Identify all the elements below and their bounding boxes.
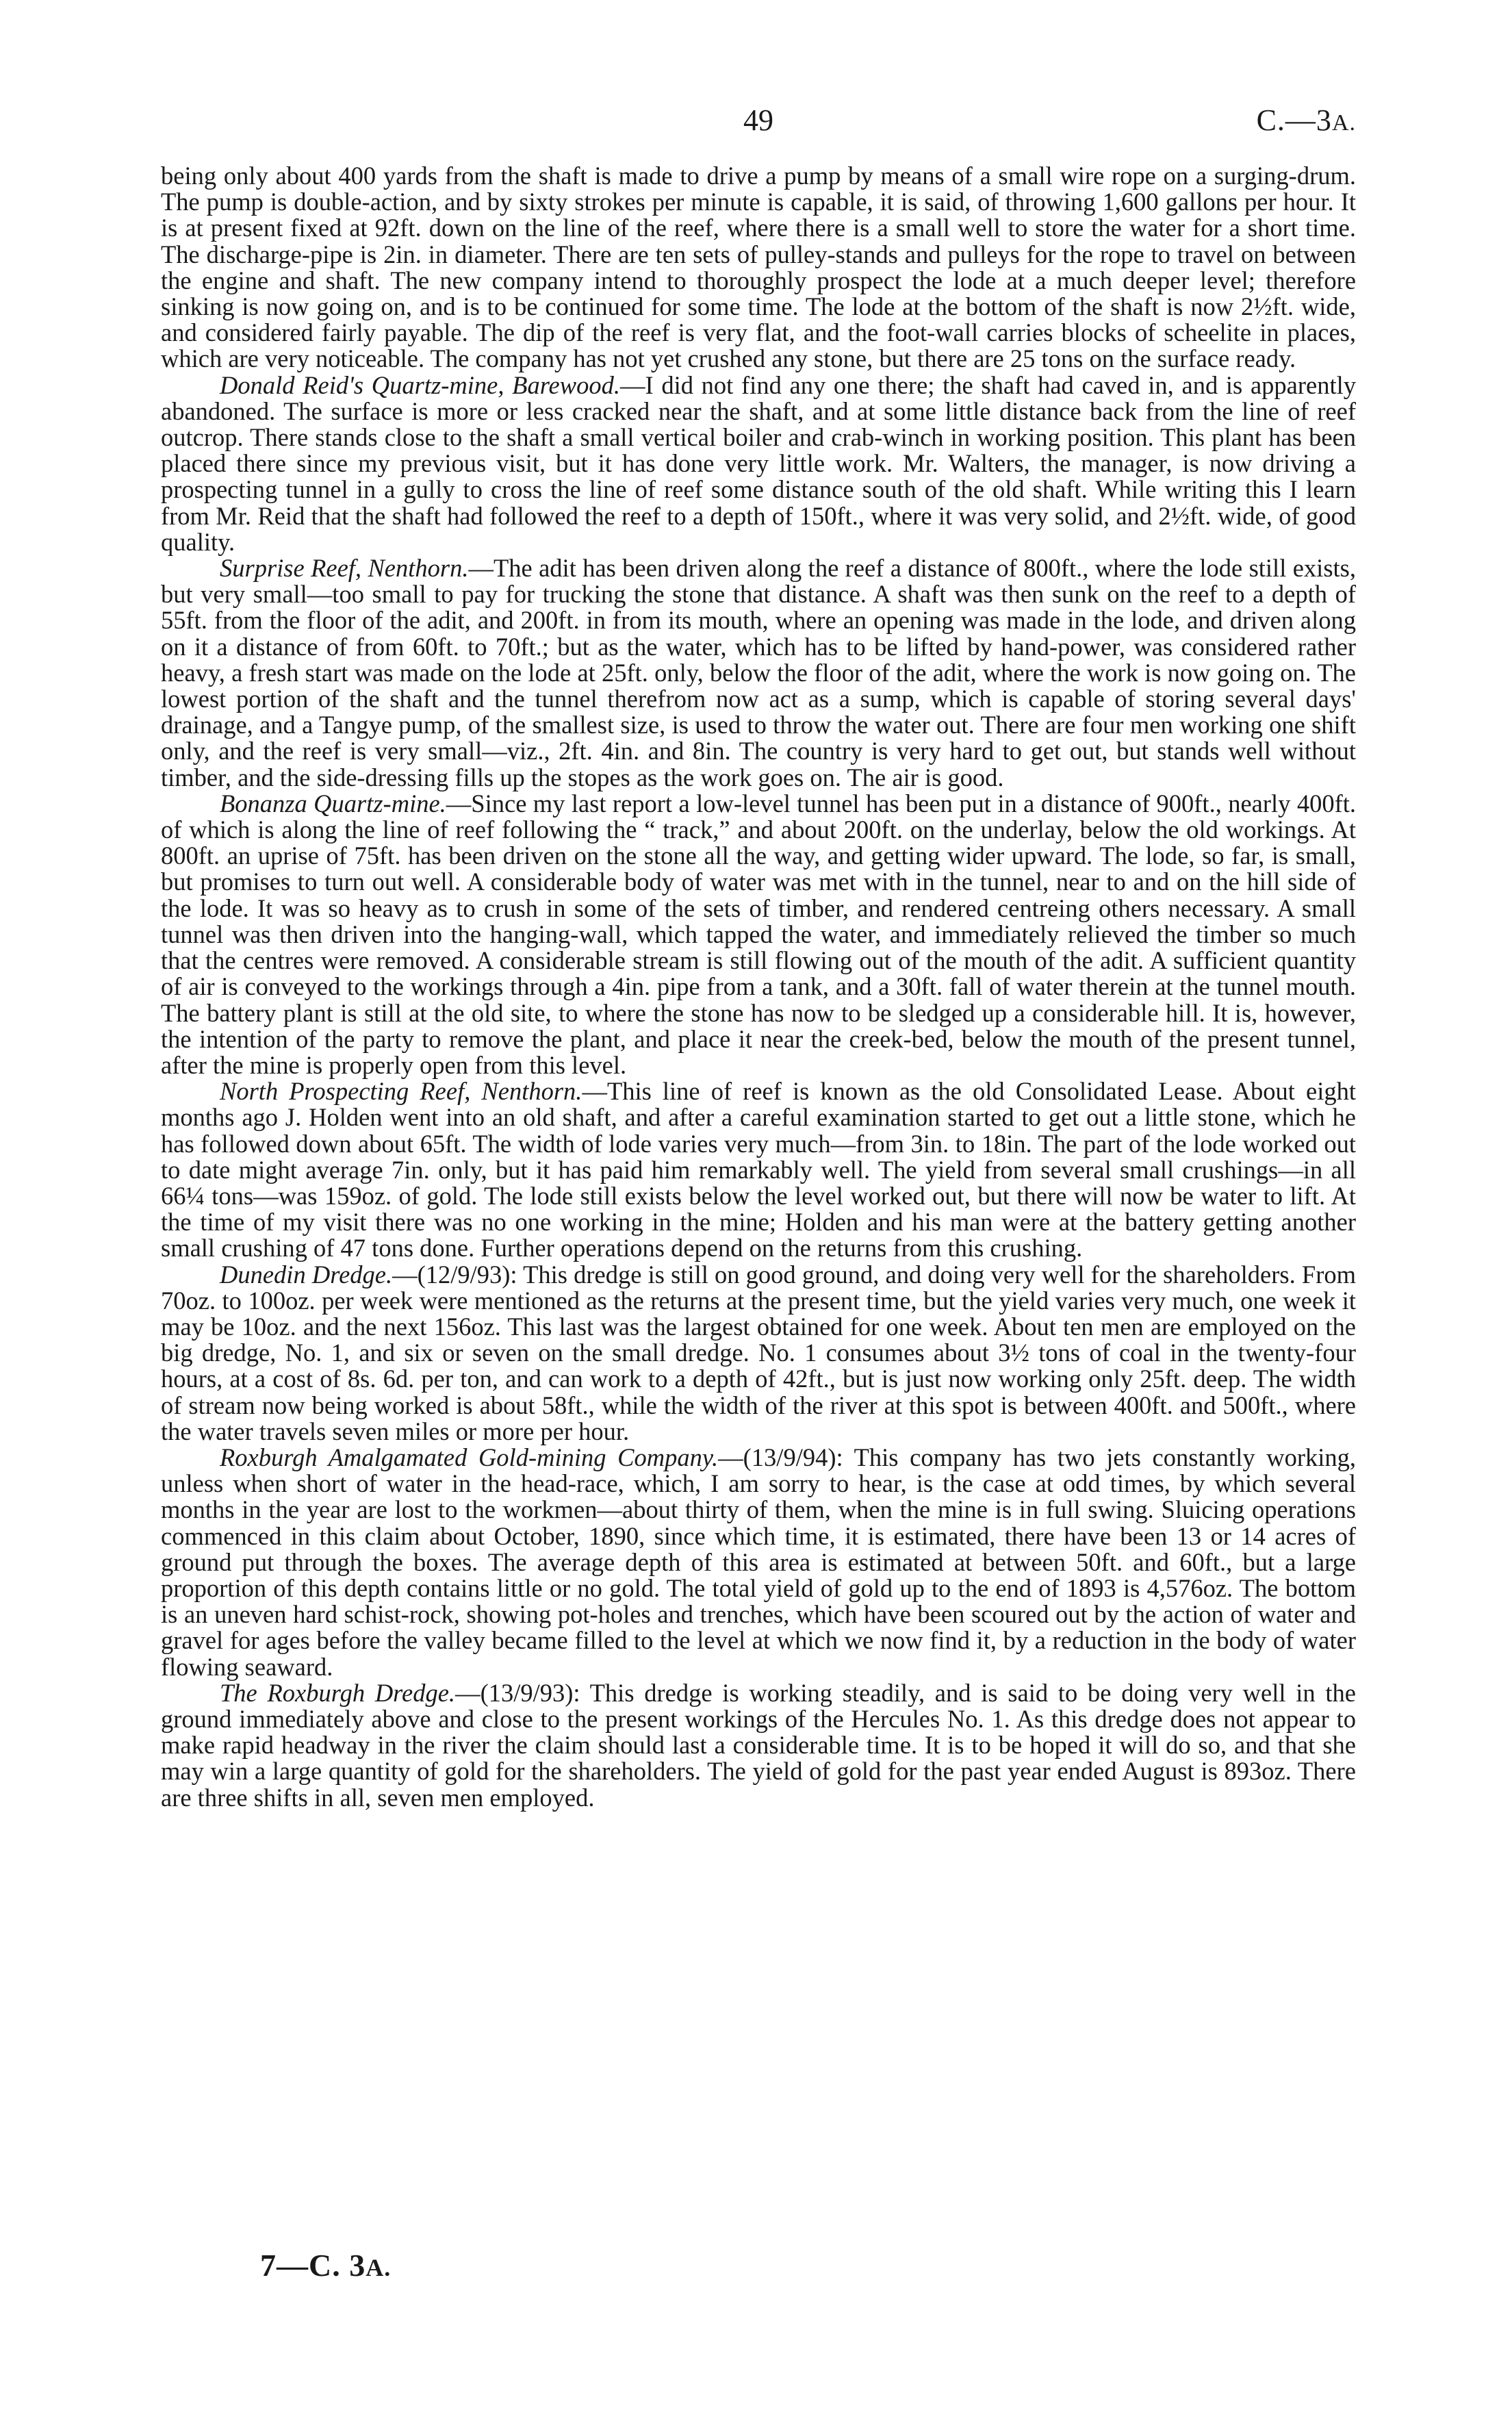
paragraph-roxburgh-dredge — [161, 1680, 1356, 1811]
page-number: 49 — [743, 103, 773, 137]
paragraph-bonanza — [161, 791, 1356, 1078]
paragraph-roxburgh-amalgamated — [161, 1445, 1356, 1680]
paragraph-text: —This line of reef is known as the old Consolidated Lease. About eight months ago J. Holden went into an old shaft, and after a careful examination started to get out a little stone, which he has followed down about 65ft. The width of lode varies very much—from 3in. to 18in. The part of the lode worked out to date might average 7in. only, but it has paid him remarkably well. The yield from several small crushings—in all 66¼ tons—was 159oz. of gold. The lode still exists below the level worked out, but there will now be water to lift. At the time of my visit there was no one working in the mine; Holden and his man were at the battery getting another small crushing of 47 tons done. Further operations depend on the returns from this crushing. — [161, 1077, 1356, 1263]
paragraph-text: —(13/9/94): This company has two jets constantly working, unless when short of water in the head-race, which, I am sorry to hear, is the case at odd times, by which several months in the year are lost to the workmen—about thirty of them, when the mine is in full swing. Sluicing operations commenced in this claim about October, 1890, since which time, it is estimated, there have been 13 or 14 acres of ground put through the boxes. The average depth of this area is estimated at between 50ft. and 60ft., but a large proportion of this depth contains little or no gold. The total yield of gold up to the end of 1893 is 4,576oz. The bottom is an uneven hard schist-rock, showing pot-holes and trenches, which have been scoured out by the action of water and gravel for ages before the valley became filled to the level at which we now find it, by a reduction in the body of water flowing seaward. — [161, 1443, 1357, 1681]
signature-main: 7—C. 3 — [260, 2248, 366, 2283]
paragraph-heading: Bonanza Quartz-mine. — [220, 789, 446, 817]
paragraph-heading: Roxburgh Amalgamated Gold-mining Company. — [220, 1443, 719, 1471]
paragraph-donald-reid — [161, 372, 1356, 555]
paragraph-north-prospecting — [161, 1078, 1356, 1261]
report-code-main: C.—3 — [1256, 103, 1332, 137]
paragraph-text: —(13/9/93): This dredge is working steadily, and is said to be doing very well in the ground immediately above and close to the present workings of the Hercules No. 1. As this dredge does not appear to make rapid headway in the river the claim should last a considerable time. It is to be hoped it will do so, and that she may win a large quantity of gold for the shareholders. The yield of gold for the past year ended August is 893oz. There are three shifts in all, seven men employed. — [161, 1678, 1356, 1812]
paragraph-text: —I did not find any one there; the shaft had caved in, and is apparently abandoned. The surface is more or less cracked near the shaft, and at some little distance back from the line of reef outcrop. There stands close to the shaft a small vertical boiler and crab-winch in working position. This plant has been placed there since my previous visit, but it has done very little work. Mr. Walters, the manager, is now driving a prospecting tunnel in a gully to cross the line of reef some distance south of the old shaft. While writing this I learn from Mr. Reid that the shaft had followed the reef to a depth of 150ft., where it was very solid, and 2½ft. wide, of good quality. — [161, 370, 1356, 556]
paragraph-heading: Surprise Reef, Nenthorn. — [220, 554, 469, 583]
page-header — [161, 103, 1356, 144]
paragraph-surprise-reef — [161, 555, 1356, 791]
body-text — [161, 163, 1356, 1811]
paragraph-text: —Since my last report a low-level tunnel has been put in a distance of 900ft., nearly 400ft. of which is along the line of reef following the “ track,” and about 200ft. on the underlay, below the old workings. At 800ft. an uprise of 75ft. has been driven on the stone all the way, and getting wider upward. The lode, so far, is small, but promises to turn out well. A considerable body of water was met with in the tunnel, near to and on the hill side of the lode. It was so heavy as to crush in some of the sets of timber, and rendered centreing others necessary. A small tunnel was then driven into the hanging-wall, which tapped the water, and immediately relieved the timber so much that the centres were removed. A considerable stream is still flowing out of the mouth of the adit. A sufficient quantity of air is conveyed to the workings through a 4in. pipe from a tank, and a 30ft. fall of water therein at the tunnel mouth. The battery plant is still at the old site, to where the stone has now to be sledged up a considerable hill. It is, however, the intention of the party to remove the plant, and place it near the creek-bed, below the mouth of the present tunnel, after the mine is properly open from this level. — [161, 789, 1356, 1079]
paragraph-dunedin-dredge — [161, 1262, 1356, 1445]
paragraph-heading: North Prospecting Reef, Nenthorn. — [220, 1077, 582, 1106]
report-code — [1257, 103, 1356, 138]
paragraph-text: being only about 400 yards from the shaft is made to drive a pump by means of a small wire rope on a surging-drum. The pump is double-action, and by sixty strokes per minute is capable, it is said, of throwing 1,600 gallons per hour. It is at present fixed at 92ft. down on the line of the reef, where there is a small well to store the water for a short time. The discharge-pipe is 2in. in diameter. There are ten sets of pulley-stands and pulleys for the rope to travel on between the engine and shaft. The new company intend to thoroughly prospect the lode at a much deeper level; therefore sinking is now going on, and is to be continued for some time. The lode at the bottom of the shaft is now 2½ft. wide, and considered fairly payable. The dip of the reef is very flat, and the foot-wall carries blocks of scheelite in places, which are very noticeable. The company has not yet crushed any stone, but there are 25 tons on the surface ready. — [161, 162, 1356, 373]
paragraph-continuation — [161, 163, 1356, 372]
report-code-suffix: A. — [1331, 110, 1356, 136]
paragraph-text: —(12/9/93): This dredge is still on good ground, and doing very well for the shareholders. From 70oz. to 100oz. per week were mentioned as the returns at the present time, but the yield varies very much, one week it may be 10oz. and the next 156oz. This last was the largest obtained for one week. About ten men are employed on the big dredge, No. 1, and six or seven on the small dredge. No. 1 consumes about 3½ tons of coal in the twenty-four hours, at a cost of 8s. 6d. per ton, and can work to a depth of 42ft., but is just now working only 25ft. deep. The width of stream now being worked is about 58ft., while the width of the river at this spot is between 400ft. and 500ft., where the water travels seven miles or more per hour. — [161, 1260, 1356, 1445]
paragraph-heading: Donald Reid's Quartz-mine, Barewood. — [220, 370, 620, 399]
signature-suffix: A. — [366, 2254, 392, 2281]
paragraph-heading: Dunedin Dredge. — [220, 1260, 393, 1289]
paragraph-text: —The adit has been driven along the reef a distance of 800ft., where the lode still exists, but very small—too small to pay for trucking the stone that distance. A shaft was then sunk on the reef to a depth of 55ft. from the floor of the adit, and 200ft. in from its mouth, where an opening was made in the lode, and driven along on it a distance of from 60ft. to 70ft.; but as the water, which has to be lifted by hand-power, was considered rather heavy, a fresh start was made on the lode at 25ft. only, below the floor of the adit, where the work is now going on. The lowest portion of the shaft and the tunnel therefrom now act as a sump, which is capable of storing several days' drainage, and a Tangye pump, of the smallest size, is used to throw the water out. There are four men working one shift only, and the reef is very small—viz., 2ft. 4in. and 8in. The country is very hard to get out, but stands well without timber, and the side-dressing fills up the stopes as the work goes on. The air is good. — [161, 554, 1356, 791]
paragraph-heading: The Roxburgh Dredge. — [220, 1678, 456, 1707]
signature-mark — [260, 2247, 391, 2283]
